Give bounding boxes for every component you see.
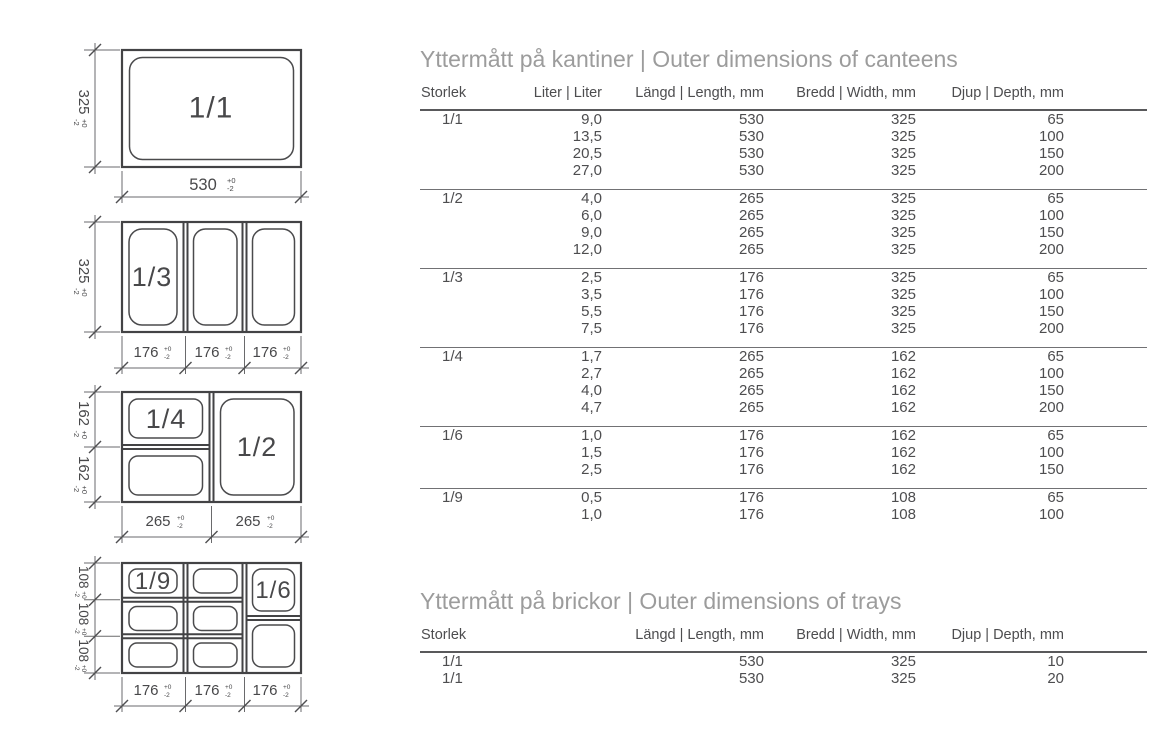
cell-spacer (1070, 269, 1147, 287)
cell-storlek (420, 241, 512, 269)
cell-depth: 65 (1047, 111, 1064, 128)
table-row (420, 269, 1147, 287)
cell-depth: 65 (1047, 190, 1064, 207)
cell-width: 162 (890, 348, 916, 365)
cell-depth: 150 (1038, 224, 1064, 241)
cell-liter: 4,0 (581, 190, 602, 207)
cell-length: 530 (738, 653, 764, 670)
tolerance-plus: +0 (225, 684, 233, 691)
tolerance-minus: -2 (283, 354, 289, 361)
cell-length: 530 (738, 111, 764, 128)
tolerance-plus: +0 (80, 628, 87, 636)
cell-liter: 9,0 (581, 224, 602, 241)
dimension-value: 108 (76, 602, 91, 626)
pan-label: 1/3 (131, 262, 173, 292)
trays-rows (420, 652, 1147, 697)
cell-storlek (420, 145, 512, 162)
col-header-empty (512, 623, 608, 652)
cell-liter: 2,5 (581, 269, 602, 286)
dimension-tables-panel (420, 0, 1148, 697)
cell-width: 325 (890, 653, 916, 670)
cell-width: 325 (890, 128, 916, 145)
col-header-width: Bredd | Width, mm (796, 627, 916, 643)
cell-depth: 150 (1038, 382, 1064, 399)
cell-liter: 13,5 (572, 128, 602, 145)
canteens-group-1-6 (420, 427, 1147, 489)
cell-depth: 65 (1047, 427, 1064, 444)
cell-length: 265 (738, 382, 764, 399)
tolerance-minus: -2 (73, 664, 80, 671)
cell-spacer (1070, 652, 1147, 670)
diagram-quarter-half-pans (72, 385, 309, 543)
cell-spacer (1070, 145, 1147, 162)
cell-storlek: 1/2 (442, 190, 463, 207)
cell-storlek: 1/1 (442, 653, 463, 670)
tolerance-plus: +0 (283, 346, 291, 353)
cell-storlek (420, 303, 512, 320)
cell-width: 325 (890, 207, 916, 224)
cell-width: 325 (890, 145, 916, 162)
table-row (420, 128, 1147, 145)
cell-storlek (420, 320, 512, 348)
dimension-height (72, 385, 120, 509)
cell-liter: 0,5 (581, 489, 602, 506)
cell-storlek (420, 399, 512, 427)
cell-liter: 5,5 (581, 303, 602, 320)
gn-pan-diagrams (0, 0, 340, 754)
tolerance-plus: +0 (283, 684, 291, 691)
cell-length: 176 (738, 320, 764, 337)
pan-label: 1/4 (145, 404, 187, 434)
col-header-depth: Djup | Depth, mm (951, 85, 1064, 101)
cell-storlek (420, 224, 512, 241)
canteens-header-row (420, 81, 1147, 110)
table-row (420, 489, 1147, 507)
cell-spacer (1070, 207, 1147, 224)
cell-liter: 1,0 (581, 427, 602, 444)
tolerance-plus: +0 (225, 346, 233, 353)
cell-width: 325 (890, 111, 916, 128)
table-row (420, 162, 1147, 190)
cell-length: 265 (738, 348, 764, 365)
cell-liter: 27,0 (572, 162, 602, 179)
cell-spacer (1070, 128, 1147, 145)
dimension-value: 265 (145, 513, 171, 530)
tolerance-minus: -2 (73, 591, 80, 598)
cell-liter (512, 652, 608, 670)
col-header-spacer (1070, 81, 1147, 110)
cell-storlek: 1/6 (442, 427, 463, 444)
tolerance-minus: -2 (72, 430, 81, 438)
cell-length: 530 (738, 128, 764, 145)
table-row (420, 399, 1147, 427)
cell-spacer (1070, 224, 1147, 241)
col-header-length: Längd | Length, mm (635, 85, 764, 101)
dimension-width (114, 336, 309, 374)
cell-width: 162 (890, 444, 916, 461)
trays-header-row (420, 623, 1147, 652)
tolerance-minus: -2 (72, 288, 81, 295)
cell-length: 530 (738, 670, 764, 687)
dimension-height (73, 556, 120, 680)
cell-storlek (420, 461, 512, 489)
dimension-value: 176 (252, 344, 278, 361)
cell-storlek (420, 207, 512, 224)
cell-width: 162 (890, 427, 916, 444)
table-row (420, 652, 1147, 670)
dimension-value: 325 (75, 258, 92, 284)
dimension-value: 176 (133, 344, 159, 361)
col-header-spacer (1070, 623, 1147, 652)
cell-length: 265 (738, 207, 764, 224)
tolerance-plus: +0 (80, 485, 89, 495)
cell-width: 325 (890, 190, 916, 207)
cell-liter: 2,7 (581, 365, 602, 382)
cell-spacer (1070, 506, 1147, 533)
cell-width: 325 (890, 224, 916, 241)
canteens-group-1-1 (420, 110, 1147, 190)
table-row (420, 348, 1147, 366)
cell-spacer (1070, 489, 1147, 507)
table-row (420, 461, 1147, 489)
col-header-depth: Djup | Depth, mm (951, 627, 1064, 643)
cell-liter (512, 670, 608, 697)
canteens-group-1-4 (420, 348, 1147, 427)
tolerance-minus: -2 (283, 692, 289, 699)
cell-length: 176 (738, 303, 764, 320)
cell-spacer (1070, 399, 1147, 427)
table-row (420, 303, 1147, 320)
cell-depth: 20 (1047, 670, 1064, 687)
cell-length: 265 (738, 365, 764, 382)
cell-width: 108 (890, 489, 916, 506)
tolerance-minus: -2 (72, 485, 81, 493)
tolerance-minus: -2 (164, 354, 170, 361)
dimension-value: 325 (75, 89, 92, 115)
cell-storlek: 1/1 (442, 670, 463, 687)
diagram-full-pan (72, 43, 309, 203)
pan-label: 1/1 (188, 91, 234, 125)
tolerance-minus: -2 (73, 628, 80, 634)
dimension-value: 162 (75, 400, 92, 427)
cell-liter: 20,5 (572, 145, 602, 162)
table-row (420, 365, 1147, 382)
tolerance-plus: +0 (80, 430, 89, 440)
cell-liter: 6,0 (581, 207, 602, 224)
cell-width: 325 (890, 162, 916, 179)
cell-length: 265 (738, 224, 764, 241)
cell-storlek (420, 162, 512, 190)
cell-spacer (1070, 110, 1147, 128)
trays-table (420, 623, 1147, 697)
tolerance-minus: -2 (225, 692, 231, 699)
table-row (420, 224, 1147, 241)
cell-spacer (1070, 670, 1147, 697)
cell-liter: 1,7 (581, 348, 602, 365)
cell-width: 325 (890, 320, 916, 337)
tolerance-minus: -2 (227, 184, 234, 193)
diagram-third-pans (72, 215, 309, 374)
cell-length: 176 (738, 286, 764, 303)
canteens-section-title: Yttermått på kantiner | Outer dimensions of canteens (420, 46, 958, 72)
cell-storlek: 1/4 (442, 348, 463, 365)
cell-length: 176 (738, 444, 764, 461)
table-row (420, 241, 1147, 269)
table-row (420, 190, 1147, 208)
table-row (420, 145, 1147, 162)
col-header-liter: Liter | Liter (533, 85, 602, 101)
cell-liter: 4,7 (581, 399, 602, 416)
tolerance-plus: +0 (80, 591, 87, 599)
cell-spacer (1070, 303, 1147, 320)
cell-liter: 4,0 (581, 382, 602, 399)
cell-storlek: 1/1 (442, 111, 463, 128)
cell-width: 325 (890, 670, 916, 687)
cell-depth: 100 (1038, 286, 1064, 303)
tolerance-minus: -2 (72, 119, 81, 126)
table-row (420, 670, 1147, 697)
cell-length: 176 (738, 427, 764, 444)
col-header-storlek: Storlek (421, 627, 467, 643)
cell-spacer (1070, 348, 1147, 366)
col-header-length: Längd | Length, mm (635, 627, 764, 643)
cell-storlek (420, 382, 512, 399)
dimension-value: 176 (252, 682, 278, 699)
cell-width: 325 (890, 286, 916, 303)
cell-length: 265 (738, 190, 764, 207)
cell-liter: 2,5 (581, 461, 602, 478)
cell-depth: 150 (1038, 461, 1064, 478)
cell-storlek: 1/3 (442, 269, 463, 286)
cell-spacer (1070, 190, 1147, 208)
pan-label: 1/2 (236, 432, 278, 462)
table-row (420, 320, 1147, 348)
cell-width: 162 (890, 399, 916, 416)
diagram-ninth-sixth-pans (73, 556, 309, 712)
cell-depth: 100 (1038, 207, 1064, 224)
cell-depth: 65 (1047, 348, 1064, 365)
dimension-value: 176 (133, 682, 159, 699)
cell-depth: 200 (1038, 320, 1064, 337)
canteens-group-1-2 (420, 190, 1147, 269)
col-header-width: Bredd | Width, mm (796, 85, 916, 101)
cell-width: 108 (890, 506, 916, 523)
dimension-width (114, 677, 309, 712)
cell-depth: 150 (1038, 145, 1064, 162)
cell-spacer (1070, 241, 1147, 269)
canteens-group-1-3 (420, 269, 1147, 348)
tolerance-plus: +0 (267, 515, 275, 522)
cell-depth: 150 (1038, 303, 1064, 320)
cell-length: 176 (738, 489, 764, 506)
cell-width: 162 (890, 382, 916, 399)
tolerance-minus: -2 (267, 523, 273, 530)
tolerance-plus: +0 (177, 515, 185, 522)
dimension-height (72, 43, 120, 174)
tolerance-minus: -2 (225, 354, 231, 361)
cell-depth: 200 (1038, 399, 1064, 416)
tolerance-plus: +0 (80, 288, 89, 297)
dimension-value: 162 (75, 455, 92, 482)
cell-depth: 200 (1038, 162, 1064, 179)
cell-depth: 10 (1047, 653, 1064, 670)
col-header-storlek: Storlek (421, 85, 467, 101)
tolerance-minus: -2 (164, 692, 170, 699)
cell-width: 325 (890, 241, 916, 258)
cell-depth: 100 (1038, 444, 1064, 461)
cell-length: 176 (738, 506, 764, 523)
table-row (420, 207, 1147, 224)
dimension-value: 176 (194, 344, 220, 361)
canteens-group-1-9 (420, 489, 1147, 534)
cell-liter: 12,0 (572, 241, 602, 258)
table-row (420, 506, 1147, 533)
pan-label: 1/9 (134, 568, 172, 595)
cell-liter: 7,5 (581, 320, 602, 337)
cell-spacer (1070, 365, 1147, 382)
cell-storlek (420, 128, 512, 145)
cell-depth: 100 (1038, 506, 1064, 523)
dimension-height (72, 215, 120, 339)
dimension-width (114, 506, 309, 543)
cell-liter: 9,0 (581, 111, 602, 128)
dimension-value: 265 (235, 513, 261, 530)
cell-spacer (1070, 286, 1147, 303)
cell-spacer (1070, 320, 1147, 348)
pan-label: 1/6 (255, 577, 292, 604)
cell-spacer (1070, 427, 1147, 445)
cell-liter: 1,0 (581, 506, 602, 523)
cell-depth: 100 (1038, 365, 1064, 382)
cell-width: 325 (890, 303, 916, 320)
cell-depth: 65 (1047, 489, 1064, 506)
canteens-table (420, 81, 1147, 533)
cell-length: 265 (738, 399, 764, 416)
cell-spacer (1070, 461, 1147, 489)
cell-storlek (420, 506, 512, 533)
cell-length: 530 (738, 145, 764, 162)
cell-liter: 1,5 (581, 444, 602, 461)
tolerance-plus: +0 (164, 684, 172, 691)
cell-storlek (420, 444, 512, 461)
cell-spacer (1070, 444, 1147, 461)
dimension-value: 530 (189, 176, 217, 194)
dimension-value: 176 (194, 682, 220, 699)
cell-depth: 65 (1047, 269, 1064, 286)
cell-depth: 200 (1038, 241, 1064, 258)
table-row (420, 286, 1147, 303)
cell-width: 325 (890, 269, 916, 286)
tolerance-minus: -2 (177, 523, 183, 530)
cell-width: 162 (890, 461, 916, 478)
cell-width: 162 (890, 365, 916, 382)
cell-storlek (420, 365, 512, 382)
table-row (420, 427, 1147, 445)
table-row (420, 444, 1147, 461)
cell-spacer (1070, 162, 1147, 190)
dimension-value: 108 (76, 566, 91, 589)
cell-spacer (1070, 382, 1147, 399)
tolerance-plus: +0 (164, 346, 172, 353)
tolerance-plus: +0 (80, 664, 87, 673)
cell-length: 176 (738, 269, 764, 286)
dimension-width (114, 171, 309, 203)
trays-section-title: Yttermått på brickor | Outer dimensions of trays (420, 588, 902, 614)
tolerance-plus: +0 (80, 119, 89, 128)
table-row (420, 382, 1147, 399)
cell-liter: 3,5 (581, 286, 602, 303)
tolerance-plus: +0 (227, 176, 236, 185)
cell-length: 265 (738, 241, 764, 258)
dimension-value: 108 (76, 639, 91, 662)
cell-length: 176 (738, 461, 764, 478)
cell-length: 530 (738, 162, 764, 179)
table-row (420, 110, 1147, 128)
cell-storlek (420, 286, 512, 303)
cell-storlek: 1/9 (442, 489, 463, 506)
cell-depth: 100 (1038, 128, 1064, 145)
